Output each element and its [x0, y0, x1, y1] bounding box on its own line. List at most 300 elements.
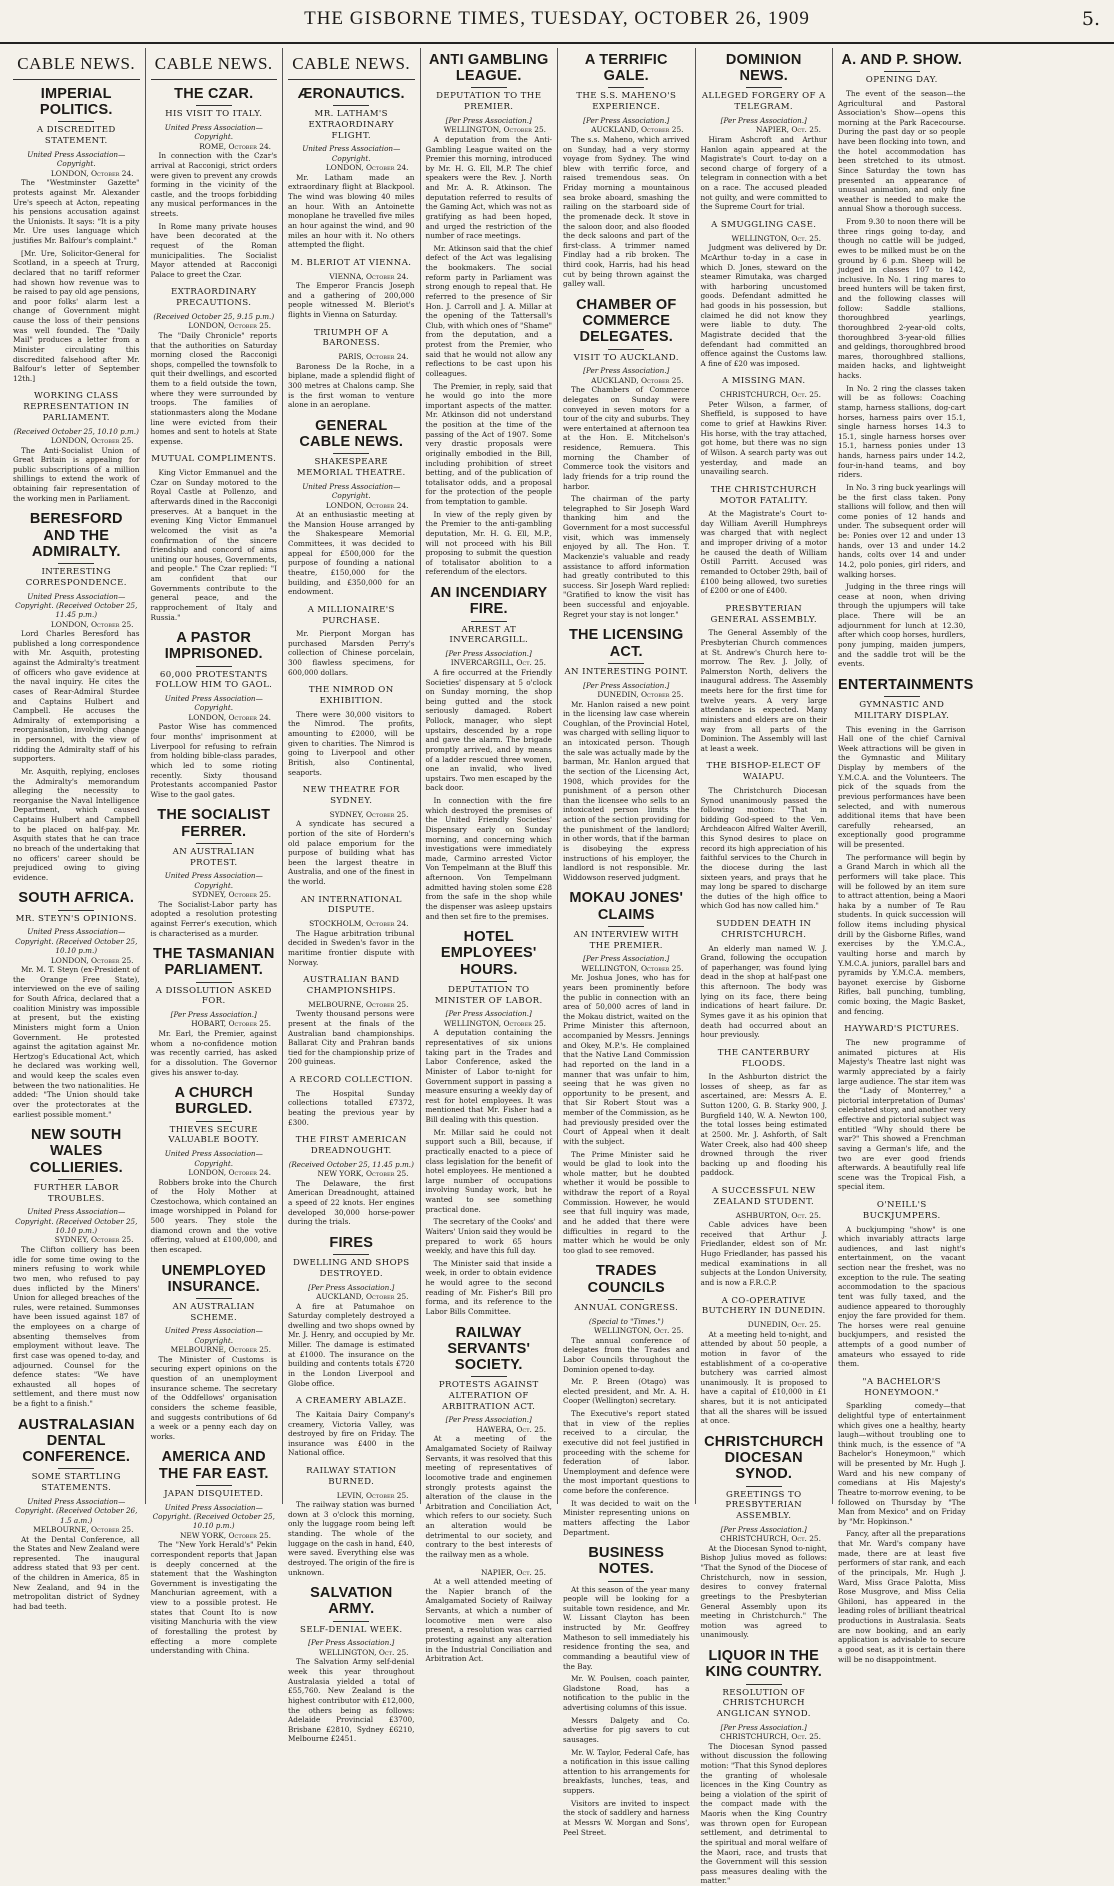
- article-paragraph: In the Ashburton district the losses of sheep, as far as ascertained, are: Messrs A. E. Sutton 1200, G. B. Starky 900, J. Burgfield 140, W. A. Newton 100, the total losses being estimated at 2500. Mr. J. Ashforth, of Salt Water Creek, also had 400 sheep drowned through the river backing up and flooding his paddock.: [700, 1072, 827, 1178]
- article: [288, 1135, 415, 1227]
- subheading: A MISSING MAN.: [721, 376, 806, 387]
- column-header: CABLE NEWS.: [288, 48, 415, 80]
- article: [13, 391, 140, 503]
- article: [701, 1648, 828, 1886]
- article-paragraph: A buckjumping "show" is one which invariably attracts large audiences, and last night's entertainment, on the vacant section near the freshet, was no exception to the rule. The seating accommodation to the spacious tent was fully taxed, and the audience appeared to thoroughly enjoy the fare provided for them. The horses were real genuine buckjumpers, and resisted the attempts of a good number of amateurs who essayed to ride them.: [838, 1224, 966, 1369]
- column-5: [558, 48, 696, 1837]
- article-paragraph: Visitors are invited to inspect the stock of saddlery and harness at Messrs W. Morgan and Sons', Peel Street.: [563, 1798, 690, 1837]
- article-paragraph: Peter Wilson, a farmer, of Sheffield, is supposed to have come to grief at Hawkins River. His horse, with the tray attached, got home, but there was no sign of Wilson. A search party was out yesterday, and made an unavailing search.: [700, 399, 827, 477]
- dateline: LONDON, October 24.: [188, 1167, 271, 1177]
- article: [701, 1296, 828, 1426]
- subheading: THE CHRISTCHURCH MOTOR FATALITY.: [710, 484, 817, 506]
- article: [288, 1466, 415, 1577]
- subheading: RESOLUTION OF CHRISTCHURCH ANGLICAN SYNOD.: [716, 1687, 811, 1719]
- article-paragraph: A fire at Patumahoe on Saturday completely destroyed a dwelling and two shops owned by Mr. J. Henry, and occupied by Mr. Miller. The damage is estimated at £1000. The insurance on the building and contents totals £720 in the London Liverpool and Globe office.: [288, 1301, 415, 1388]
- article: [701, 1048, 828, 1178]
- subheading: ANNUAL CONGRESS.: [574, 1302, 679, 1313]
- article-paragraph: Mr. M. T. Steyn (ex-President of the Orange Free State), interviewed on the eve of sailing for South Africa, declared that a coalition Ministry was impossible at present, but the existing Ministers might form a Union Government. He protested against the agitation against Mr. Hertzog's Educational Act, which he declared was working well, and would keep the scales even between the two nationalities. He added: "The Union should take over the protectorates at the earliest possible moment.": [13, 965, 140, 1119]
- article: [701, 485, 828, 596]
- article: [288, 975, 415, 1067]
- article-paragraph: The Hospital Sunday collections totalled £7372, beating the previous year by £300.: [288, 1088, 415, 1127]
- press-credit: [Per Press Association.]: [720, 1722, 807, 1732]
- dateline: LEVIN, October 25.: [336, 1490, 409, 1500]
- press-credit: United Press Association—Copyright. (Received October 26, 1.5 a.m.): [15, 1496, 138, 1525]
- article-paragraph: Baroness De la Roche, in a biplane, made a splendid flight of 300 metres at Chalons camp. She is the first woman to venture alone in an aeroplane.: [288, 361, 415, 410]
- article: [288, 418, 415, 597]
- press-credit: [Per Press Association.]: [308, 1282, 395, 1292]
- headline: BERESFORD AND THE ADMIRALTY.: [29, 511, 123, 560]
- article-paragraph: Mr. Pierpont Morgan has purchased Marsden Perry's collection of Chinese porcelain, 300 flawless specimens, for 600,000 dollars.: [288, 629, 415, 677]
- dateline: LONDON, October 24.: [325, 500, 409, 510]
- column-4: [421, 48, 559, 1664]
- subheading: INTERESTING CORRESPONDENCE.: [25, 567, 127, 588]
- divider: [884, 71, 920, 72]
- masthead: [0, 0, 1114, 44]
- dateline: INVERCARGILL, Oct. 25.: [450, 658, 546, 668]
- article-paragraph: King Victor Emmanuel and the Czar on Sunday motored to the Royal Castle at Pollenzo, and afterwards dined in the Racconigi preserves. At a banquet in the evening King Victor Emmanuel welcomed the visit as "a confirmation of the sincere friendship and concord of aims uniting our houses, Governments, and people." The Czar replied: "I am confident that our Governments contribute to the general peace, and the rapprochement of Italy and Russia.": [150, 468, 277, 622]
- press-credit: [Per Press Association.]: [583, 954, 670, 964]
- article-paragraph: The Hague arbitration tribunal decided in Sweden's favor in the maritime frontier dispute with Norway.: [288, 928, 415, 967]
- subheading: A CO-OPERATIVE BUTCHERY IN DUNEDIN.: [701, 1295, 826, 1317]
- article-paragraph: Mr. Earl, the Premier, against whom a no-confidence motion was recently carried, has asked for a dissolution. The Governor gives his answer to-day.: [150, 1029, 277, 1077]
- subheading: AN INTERESTING POINT.: [564, 666, 689, 677]
- article-paragraph: The Emperor Francis Joseph and a gathering of 200,000 people witnessed M. Bleriot's flights in Vienna on Saturday.: [288, 281, 415, 320]
- article-paragraph: The "New York Herald's" Pekin correspondent reports that Japan is deeply concerned at the statement that the Washington Government is investigating the Manchurian agreement, with a view to a possible protest. He states that Count Ito is now visiting Manchuria with the view of forestalling the protest by effecting a more complete understanding with China.: [150, 1540, 277, 1656]
- article: [563, 627, 690, 882]
- dateline: WELLINGTON, Oct. 25.: [594, 1326, 684, 1336]
- subheading: DWELLING AND SHOPS DESTROYED.: [292, 1258, 410, 1279]
- subheading: WORKING CLASS REPRESENTATION IN PARLIAMENT.: [23, 391, 130, 423]
- divider: [608, 87, 644, 88]
- subheading: MUTUAL COMPLIMENTS.: [151, 454, 277, 465]
- article: [563, 890, 690, 1255]
- subheading: MR. STEYN'S OPINIONS.: [15, 913, 137, 924]
- column-6: [696, 48, 834, 1886]
- divider: [58, 563, 94, 564]
- dateline: ROME, October 24.: [199, 141, 271, 151]
- dateline: MELBOURNE, October 25.: [170, 1345, 271, 1355]
- article-paragraph: It was decided to wait on the Minister representing unions on matters affecting the Labor Department.: [563, 1498, 690, 1537]
- article-paragraph: Mr. Millar said he could not support such a Bill, because, if practically enacted to a piece of class legislation for the benefit of hotel employees. He mentioned a large number of occupations involving Sunday work, but he wanted to see something practical done.: [425, 1127, 552, 1214]
- dateline: AUCKLAND, October 25.: [316, 1291, 409, 1301]
- divider: [196, 843, 232, 844]
- newspaper-columns: [8, 48, 1108, 1886]
- press-credit: United Press Association—Copyright. (Received October 25, 10.10 p.m.): [15, 1207, 138, 1236]
- subheading: A MILLIONAIRE'S PURCHASE.: [307, 604, 395, 626]
- divider: [196, 666, 232, 667]
- article-paragraph: Twenty thousand persons were present at the finals of the Australian band championships. Ballarat City and Prahran bands tied for the championship prize of 200 guineas.: [288, 1009, 415, 1067]
- article: [288, 785, 415, 886]
- subheading: "A BACHELOR'S HONEYMOON.": [862, 1376, 941, 1398]
- divider: [196, 982, 232, 983]
- headline: A CHURCH BURGLED.: [174, 1085, 253, 1118]
- article-paragraph: At the Diocesan Synod to-night, Bishop Julius moved as follows: "That the Synod of the Diocese of Christchurch, now in session, desires to convey fraternal greetings to the Presbyterian General Assembly upon its meeting in Christchurch." The motion was agreed to unanimously.: [700, 1543, 827, 1640]
- article-paragraph: The Christchurch Diocesan Synod unanimously passed the following motion: "That in bidding God-speed to the Ven. Archdeacon Alfred Walter Averill, this Synod desires to place on record its high appreciation of his faithful services to the Church in the diocese during the last sixteen years, and prays that he may long be spared to discharge the duties of the high office to which God has now called him.": [700, 785, 827, 911]
- article-paragraph: Fancy, after all the preparations that Mr. Ward's company have made, there are at least five performers of star rank, and each of the principals, Mr. Hugh J. Ward, Miss Grace Palotta, Miss Rose Musgrove, and Miss Celia Ghiloni, has appeared in the leading roles of brilliant theatrical productions in Australasia. Seats are now booking, and an early application is advisable to secure a good seat, as it is certain there will be no disappointment.: [838, 1529, 966, 1664]
- dateline: HAWERA, Oct. 25.: [476, 1424, 546, 1434]
- article: [288, 685, 415, 777]
- article-paragraph: The Premier, in reply, said that he would go into the more important aspects of the matter. Mr. Atkinson did not understand the position at the time of the passing of the Act of 1907. Some very drastic proposals were originally embodied in the Bill, including prohibition of street betting, and of the publication of totalisator odds, and a proposal for the protection of the people from temptation to gamble.: [425, 381, 552, 507]
- dateline: WELLINGTON, Oct. 25.: [319, 1647, 409, 1657]
- press-credit: [Per Press Association.]: [583, 680, 670, 690]
- article-paragraph: At a meeting of the Amalgamated Society of Railway Servants, it was resolved that this meeting of representatives of locomotive trade and enginemen strongly protests against the alteration of the clause in the Arbitration and Conciliation Act, which refers to our society. Such an alteration would be detrimental to our society, and contrary to the best interests of the railway men as a whole.: [425, 1434, 552, 1559]
- article-paragraph: Mr. Joshua Jones, who has for years been prominently before the public in connection with an area of 50,000 acres of land in the Mokau district, waited on the Prime Minister this afternoon, accompanied by Messrs. Jennings and Okey, M.P.'s. He complained that the Native Land Commission had reported on the land in a manner that was unfair to him, seeing that he was given no opportunity to be present, and that Sir Robert Stout was a member of the Commission, as he had previously presided over the Court of Appeal when it dealt with the subject.: [563, 973, 690, 1146]
- article-paragraph: A deputation containing the representatives of six unions taking part in the Trades and Labor Conference, asked the Minister of Labor to-night for Government support in passing a measure ensuring a weekly day of rest for hotel employees. It was mentioned that Mr. Fisher had a Bill dealing with this question.: [425, 1028, 552, 1124]
- subheading: O'NEILL'S BUCKJUMPERS.: [862, 1200, 941, 1221]
- dateline: CHRISTCHURCH, Oct. 25.: [720, 1732, 821, 1742]
- article: [151, 287, 278, 446]
- dateline: CHRISTCHURCH, Oct. 25.: [720, 1534, 821, 1544]
- article-paragraph: The Delaware, the first American Dreadnought, attained a speed of 22 knots. Her engines developed 30,000 horse-power during the trials.: [288, 1178, 415, 1227]
- column-7: [833, 48, 974, 1664]
- press-credit: [Per Press Association.]: [720, 115, 807, 125]
- subheading: PRESBYTERIAN GENERAL ASSEMBLY.: [710, 603, 818, 625]
- article: [13, 511, 140, 882]
- subheading: AN INTERNATIONAL DISPUTE.: [300, 894, 402, 916]
- article-paragraph: In No. 3 ring buck yearlings will be the first class taken. Pony stallions will follow, and then will come ponies of 12 hands and under. The subsequent order will be: Ponies over 12 and under 13 hands, over 13 and under 14.2 hands, colts over 14 and under 14.2, polo ponies, girl riders, and walking horses.: [838, 482, 966, 579]
- divider: [746, 87, 782, 88]
- press-credit: [Per Press Association.]: [445, 1415, 532, 1425]
- divider: [471, 621, 507, 622]
- subheading: THE S.S. MAHENO'S EXPERIENCE.: [576, 91, 677, 113]
- press-credit: United Press Association—Copyright. (Received October 25, 11.45 p.m.): [15, 591, 138, 620]
- article: [426, 929, 553, 1316]
- article-paragraph: At the Dental Conference, all the States and New Zealand were represented. The inaugural address stated that 93 per cent. of the children in America, 85 in New Zealand, and 94 in the metropolitan district of Sydney had bad teeth.: [13, 1534, 140, 1611]
- headline: THE TASMANIAN PARLIAMENT.: [152, 946, 275, 979]
- headline: THE SOCIALIST FERRER.: [157, 807, 271, 840]
- dateline: WELLINGTON, Oct. 25.: [731, 233, 821, 243]
- subheading: A RECORD COLLECTION.: [289, 1075, 413, 1086]
- dateline: STOCKHOLM, October 24.: [309, 919, 409, 929]
- press-credit: United Press Association—Copyright.: [164, 122, 263, 142]
- press-credit: United Press Association—Copyright.: [164, 1149, 263, 1168]
- headline: A. AND P. SHOW.: [841, 52, 963, 68]
- article: [701, 376, 828, 476]
- article: [288, 1585, 415, 1744]
- press-credit: United Press Association—Copyright.: [302, 481, 401, 501]
- article: [563, 52, 690, 289]
- article-paragraph: Hiram Ashcroft and Arthur Hanlon again appeared at the Magistrate's Court to-day on a second charge of forgery of a telegram in connection with a bet on a race. The accused pleaded not guilty, and were committed to the Supreme Court for trial.: [700, 134, 827, 212]
- dateline: WELLINGTON, October 25.: [443, 1018, 546, 1028]
- subheading: A SMUGGLING CASE.: [711, 219, 817, 230]
- article-paragraph: The Salvation Army self-denial week this year throughout Australasia yielded a total of £55,760. New Zealand is the highest contributor with £12,000, the others being as follows: Adelaide Provincial £3700, Brisbane £2810, Sydney £6210, Melbourne £2451.: [288, 1657, 415, 1744]
- subheading: NEW THEATRE FOR SYDNEY.: [302, 785, 400, 806]
- article-paragraph: The secretary of the Cooks' and Waiters' Union said they would be prepared to work 65 hours weekly, and have this full day.: [425, 1217, 552, 1256]
- article-paragraph: Cable advices have been received that Arthur J. Friedlander, eldest son of Mr. Hugo Friedlander, has passed his medical examinations in all subjects at the London University, and is now a F.R.C.P.: [700, 1220, 827, 1287]
- article-paragraph: At a meeting held to-night, and attended by about 50 people, a motion in favor of the establishment of a co-operative butchery was carried almost unanimously. It is proposed to have a capital of £10,000 in £1 shares, but it is not anticipated that all the shares will be issued at once.: [700, 1329, 827, 1426]
- divider: [196, 105, 232, 106]
- divider: [333, 1621, 369, 1622]
- article: [701, 1186, 828, 1287]
- article-paragraph: The "Westminster Gazette" protests against Mr. Alexander Ure's speech at Acton, repeating his pensions accusation against the Unionists. It says: "It is a pity Mr. Ure uses language which justifies Mr. Balfour's complaint.": [13, 178, 140, 246]
- press-credit: United Press Association—Copyright. (Received October 25, 10.10 p.m.): [15, 927, 138, 956]
- press-credit: [Per Press Association.]: [445, 115, 532, 125]
- press-credit: (Received October 25, 11.45 p.m.): [288, 1159, 414, 1169]
- divider: [746, 1684, 782, 1685]
- press-credit: United Press Association—Copyright.: [27, 149, 126, 169]
- dateline: LONDON, October 25.: [50, 955, 134, 965]
- article-paragraph: Mr. Atkinson said that the chief defect of the Act was legalising the bookmakers. The social reform party in Parliament was strong enough to repeal that. He referred to the presence of Sir Hon. J. Carroll and J. A. Millar at the opening of the Tattersall's Club, with which ones of "Shame" from the deputation, and a protest from the Premier, who said that he would not allow any reflections to be cast upon his colleagues.: [425, 243, 552, 378]
- subheading: M. BLERIOT AT VIENNA.: [291, 257, 412, 268]
- dateline: NEW YORK, October 25.: [317, 1169, 409, 1179]
- article-paragraph: The Anti-Socialist Union of Great Britain is appealing for public subscriptions of a million shillings to extend the work of obtaining fair representation of the working men in Parliament.: [13, 445, 140, 503]
- article-paragraph: The Socialist-Labor party has adopted a resolution protesting against Ferrer's execution, which is characterised as a murder.: [150, 899, 277, 938]
- dateline: PARIS, October 24.: [338, 352, 409, 362]
- headline: TRADES COUNCILS: [587, 1263, 665, 1296]
- article-paragraph: In connection with the fire which destroyed the premises of the United Friendly Societies' Dispensary early on Sunday morning, and concerning which investigations were immediately made, Carmino arrested Victor Von Tempelmann at the Bluff this afternoon. Von Tempelmann admitted having stolen some £28 from the safe in the shop while the dispenser was asleep upstairs and then set fire to the premises.: [425, 796, 552, 921]
- subheading: A CREAMERY ABLAZE.: [295, 1396, 407, 1407]
- headline: UNEMPLOYED INSURANCE.: [161, 1262, 266, 1295]
- article: [701, 604, 828, 754]
- article: [151, 1449, 278, 1655]
- divider: [884, 696, 920, 697]
- article: [701, 220, 828, 368]
- subheading: FURTHER LABOR TROUBLES.: [33, 1182, 119, 1204]
- headline: BUSINESS NOTES.: [588, 1545, 665, 1578]
- subheading: THE FIRST AMERICAN DREADNOUGHT.: [295, 1135, 407, 1157]
- subheading: PROTESTS AGAINST ALTERATION OF ARBITRATION ACT.: [438, 1380, 539, 1412]
- column-3: [283, 48, 421, 1744]
- article-paragraph: Pastor Wise has commenced four months' imprisonment at Liverpool for refusing to refrain from holding bible-class parades, which led to some rioting recently. Sixty thousand Protestants accompanied Pastor Wise to the gaol gates.: [150, 722, 277, 799]
- article-paragraph: This evening in the Garrison Hall one of the chief Carnival Week attractions will be given in the Gymnastic and Military Display by members of the Y.M.C.A. and the Volunteers. The pick of the squads from the previous performances have been selected, and with numerous additional items that have been carefully rehearsed, an exceptionally good programme will be presented.: [838, 724, 966, 850]
- article: [151, 1085, 278, 1254]
- article: [288, 605, 415, 678]
- subheading: 60,000 PROTESTANTS FOLLOW HIM TO GAOL.: [155, 669, 273, 691]
- dateline: NAPIER, Oct. 25.: [755, 125, 821, 135]
- article-paragraph: Judging in the three rings will cease at noon, when driving through the upjumpers will take place. There will be an adjournment for lunch at 12.30, after which coop horses, hurdlers, pony jumping, maiden jumpers, and the saddle trot will be the events.: [838, 582, 966, 669]
- subheading: JAPAN DISQUIETED.: [164, 1488, 264, 1499]
- article: [563, 1545, 690, 1837]
- divider: [471, 87, 507, 88]
- headline: ANTI GAMBLING LEAGUE.: [429, 52, 549, 85]
- article: [288, 1396, 415, 1458]
- headline: A TERRIFIC GALE.: [584, 52, 668, 85]
- article-paragraph: The Chambers of Commerce delegates on Sunday were conveyed in seven motors for a tour of the city and suburbs. They were entertained at afternoon tea at the Hon. E. Mitchelson's residence, Remuera. This morning the Chamber of Commerce took the visitors and lady friends for a trip round the harbor.: [563, 385, 690, 491]
- article: [701, 1434, 828, 1640]
- article: [838, 52, 966, 669]
- article-paragraph: The new programme of animated pictures at His Majesty's Theatre last night was warmly appreciated by a fairly large audience. The star item was the "Lady of Monterrey," a pictorial interpretation of Dumas' celebrated story, and another very effective and pictorial subject was entitled "Why should there be war?" This showed a Frenchman saving a German's life, and the two are ever good friends afterwards. A beautifully real life scene was the Tropical Fish, a special item.: [838, 1038, 966, 1192]
- article: [838, 676, 974, 1016]
- headline: LIQUOR IN THE KING COUNTRY.: [705, 1648, 822, 1681]
- dateline: AUCKLAND, October 25.: [591, 125, 684, 135]
- subheading: HAYWARD'S PICTURES.: [844, 1024, 960, 1035]
- article: [288, 86, 415, 250]
- headline: THE LICENSING ACT.: [568, 627, 684, 660]
- dateline: DUNEDIN, Oct. 25.: [747, 1320, 821, 1330]
- article-paragraph: In connection with the Czar's arrival at Racconigi, strict orders were given to prevent any crowds forming in the vicinity of the castle, and the troops forbidding any musical performances in the streets.: [150, 151, 277, 219]
- dateline: SYDNEY, October 25.: [329, 809, 409, 819]
- headline: ENTERTAINMENTS: [838, 676, 974, 693]
- headline: A PASTOR IMPRISONED.: [164, 630, 263, 663]
- subheading: THE CANTERBURY FLOODS.: [717, 1047, 810, 1069]
- subheading: HIS VISIT TO ITALY.: [165, 109, 263, 120]
- article: [151, 1263, 278, 1442]
- article-paragraph: Mr. Hanlon raised a new point in the licensing law case wherein Coughlan, of the Provincial Hotel, was charged with selling liquor to an intoxicated person. Though the sale was actually made by the barman, Mr. Hanlon argued that the section of the Licensing Act, 1908, which provides for the punishment of a person other than the licensee who sells to an intoxicated person limits the action of the section providing for the punishment of the landlord; in other words, that if the barman is disobeying the express instructions of his employer, the landlord is not responsible. Mr. Widdowson reserved judgment.: [563, 699, 690, 882]
- article-paragraph: The "Daily Chronicle" reports that the authorities on Saturday morning closed the Racconigi shops, compelled the townsfolk to quit their dwellings, and escorted them to a field outside the town, where they were surrounded by troops. The families of stationmasters along the Modane line were evicted from their homes and sent to hotels at State expense.: [150, 330, 277, 446]
- headline: AMERICA AND THE FAR EAST.: [158, 1449, 269, 1482]
- page-number: 5.: [1081, 8, 1100, 30]
- press-credit: [Per Press Association.]: [308, 1638, 395, 1648]
- article-paragraph: A syndicate has secured a portion of the site of Hordern's old palace emporium for the purpose of building what has been the largest theatre in Australia, and one of the finest in the world.: [288, 819, 415, 887]
- article: [288, 1235, 415, 1388]
- article-paragraph: The Minister of Customs is securing expert opinions on the question of an unemployment insurance scheme. The secretary of the Oddfellows' organisation considers the scheme feasible, and suggests contributions of 6d a week or a penny each day on works.: [150, 1354, 277, 1441]
- dateline: ASHBURTON, Oct. 25.: [735, 1210, 821, 1220]
- article-paragraph: Mr. W. Poulsen, coach painter, Gladstone Road, has a notification to the public in the advertising columns of this issue.: [563, 1674, 690, 1713]
- divider: [58, 1468, 94, 1469]
- article: [426, 52, 553, 577]
- article: [426, 1568, 553, 1664]
- article-paragraph: At a well attended meeting of the Napier branch of the Amalgamated Society of Railway Servants, at which a number of locomotive men were also present, a resolution was carried protesting against any alteration in the Industrial Conciliation and Arbitration Act.: [425, 1577, 552, 1664]
- divider: [196, 1485, 232, 1486]
- article: [563, 297, 690, 619]
- headline: IMPERIAL POLITICS.: [39, 86, 113, 119]
- subheading: A DISSOLUTION ASKED FOR.: [155, 985, 272, 1007]
- article: [426, 585, 553, 921]
- subheading: GREETINGS TO PRESBYTERIAN ASSEMBLY.: [725, 1489, 803, 1522]
- article-paragraph: In view of the reply given by the Premier to the anti-gambling deputation, Mr. H. G. Ell, M.P., will not proceed with his Bill proposing to submit the question of totalisator abolition to a referendum of the electors.: [425, 509, 552, 577]
- headline: AN INCENDIARY FIRE.: [430, 585, 548, 618]
- subheading: SUDDEN DEATH IN CHRISTCHURCH.: [716, 919, 812, 940]
- dateline: CHRISTCHURCH, Oct. 25.: [720, 390, 821, 400]
- article: [151, 454, 278, 622]
- article-paragraph: Sparkling comedy—that delightful type of entertainment which gives one a healthy, hearty laugh—without troubling one to think much, is the essence of "A Bachelor's Honeymoon," which will be presented by Mr. Hugh J. Ward and his new company of comedians at His Majesty's Theatre to-morrow evening, to be followed on Thursday by "The Man from Mexico" and on Friday by "Mr. Hopkinson.": [838, 1401, 966, 1526]
- article: [701, 761, 828, 911]
- article: [701, 52, 828, 212]
- dateline: MELBOURNE, October 25.: [33, 1524, 134, 1534]
- dateline: LONDON, October 24.: [188, 712, 271, 722]
- dateline: DUNEDIN, October 25.: [597, 689, 684, 699]
- article-paragraph: From 9.30 to noon there will be three rings going to-day, and though no cattle will be judged, ewes to be milked must be on the ground by 6 p.m. Sheep will be judged in classes 107 to 142, inclusive. In No. 1 ring mares to breed hunters will be taken first, and the following classes will follow: Saddle stallions, thoroughbred yearlings, thoroughbred 2-year-old colts, thoroughbred 3-year-old fillies and geldings, thoroughbred brood mares, thoroughbred stallions, maiden hacks, and lightweight hacks.: [838, 217, 966, 381]
- dateline: VIENNA, October 24.: [329, 271, 409, 281]
- article: [701, 919, 828, 1040]
- masthead-title: THE GISBORNE TIMES, TUESDAY, OCTOBER 26, 1909: [304, 8, 810, 29]
- subheading: A SUCCESSFUL NEW ZEALAND STUDENT.: [711, 1186, 816, 1207]
- article: [838, 1024, 966, 1192]
- article-paragraph: The event of the season—the Agricultural and Pastoral Association's Show—opens this morning at the Park Racecourse. During the past day or so people have been flocking into town, and the hotel accommodation has been stretched to its utmost. Since Saturday the town has presented an appearance of unusual animation, and only fine weather is needed to make the annual Show a thorough success.: [838, 88, 966, 214]
- article: [838, 1377, 966, 1664]
- subheading: OPENING DAY.: [865, 75, 938, 86]
- column-header: CABLE NEWS.: [13, 48, 140, 80]
- subheading: SHAKESPEARE MEMORIAL THEATRE.: [296, 457, 406, 479]
- subheading: ARREST AT INVERCARGILL.: [449, 624, 529, 646]
- article: [151, 630, 278, 799]
- dateline: LONDON, October 25.: [50, 435, 134, 445]
- article-paragraph: The chairman of the party telegraphed to Sir Joseph Ward thanking him and the Government for a most successful visit, which was immensely enjoyed by all. The Hon. T. Mackenzie's valuable and ready assistance to afford information had greatly contributed to this success. Sir Joseph Ward replied: "Gratified to know the visit has been successful and enjoyable. Regret your stay is not longer.": [563, 494, 690, 619]
- divider: [608, 1581, 644, 1582]
- divider: [608, 349, 644, 350]
- article-paragraph: Mr. Asquith, replying, encloses the Admiralty's memorandum alleging the necessity to reorganise the Naval Intelligence Department, which caused Captains Hulbert and Campbell to be placed on half-pay. Mr. Asquith states that he can trace no breach of the undertaking that no officers' career should be prejudiced owing to giving evidence.: [13, 766, 140, 882]
- article-paragraph: At an enthusiastic meeting at the Mansion House arranged by the Shakespeare Memorial Committees, it was decided to appeal for £500,000 for the purpose of founding a national theatre, £150,000 for the building, and £350,000 for an endowment.: [288, 510, 415, 597]
- subheading: THIEVES SECURE VALUABLE BOOTY.: [168, 1124, 260, 1146]
- headline: RAILWAY SERVANTS' SOCIETY.: [447, 1324, 531, 1373]
- article: [288, 258, 415, 320]
- article-paragraph: A fire occurred at the Friendly Societies' dispensary at 5 o'clock on Sunday morning, the shop being gutted and the stock seriously damaged. Robert Pollock, manager, who slept upstairs, descended by a rope and gave the alarm. The brigade promptly arrived, and by means of a ladder rescued three women, one an invalid, who lived upstairs. Two men escaped by the back door.: [425, 667, 552, 793]
- subheading: AN AUSTRALIAN SCHEME.: [172, 1301, 255, 1323]
- headline: GENERAL CABLE NEWS.: [299, 417, 404, 451]
- article-paragraph: The performance will begin by a Grand March in which all the performers will take place. This will be followed by an item sure to attract attention, being a Maori haka by a number of Te Rau students. In quick succession will follow items including physical drill by the Gisborne Rifles, wand exercises by the Y.M.C.A., vaulting horse and march by Y.M.C.A. juniors, parallel bars and pyramids by Y.M.C.A. members, bayonet exercise by Gisborne Rifles, ball punching, tumbling, comic boxing, the Magic Basket, and fencing.: [838, 852, 966, 1016]
- divider: [333, 1254, 369, 1255]
- article: [288, 328, 415, 410]
- subheading: GYMNASTIC AND MILITARY DISPLAY.: [854, 700, 950, 721]
- article-paragraph: Messrs Dalgety and Co. advertise for pig savers to cut sausages.: [563, 1715, 690, 1744]
- subheading: ALLEGED FORGERY OF A TELEGRAM.: [701, 91, 826, 113]
- column-header: CABLE NEWS.: [151, 48, 278, 80]
- press-credit: [Per Press Association.]: [583, 366, 670, 376]
- press-credit: United Press Association—Copyright. (Received October 25, 10.10 p.m.): [152, 1502, 275, 1531]
- column-2: [146, 48, 284, 1656]
- article: [288, 895, 415, 968]
- headline: THE CZAR.: [174, 86, 254, 102]
- press-credit: [Per Press Association.]: [583, 115, 670, 125]
- press-credit: United Press Association—Copyright.: [164, 1326, 263, 1345]
- press-credit: [Per Press Association.]: [720, 1524, 807, 1534]
- subheading: AN AUSTRALIAN PROTEST.: [172, 846, 255, 868]
- dateline: HOBART, October 25.: [191, 1019, 271, 1029]
- divider: [608, 1299, 644, 1300]
- headline: CHRISTCHURCH DIOCESAN SYNOD.: [704, 1433, 824, 1483]
- divider: [196, 1298, 232, 1299]
- subheading: THE BISHOP-ELECT OF WAIAPU.: [706, 761, 821, 783]
- article-paragraph: The Minister said that inside a week, in order to obtain evidence he would agree to the second reading of Mr. Fisher's Bill pro forma, and its reference to the Labor Bills Committee.: [425, 1258, 552, 1316]
- article-paragraph: Judgment was delivered by Dr. McArthur to-day in a case in which D. Jones, steward on the steamer Rimutaka, was charged with harboring uncustomed goods. Defendant admitted he had goods in his possession, but claimed he did not know they were liable to duty. The Magistrate decided that the defendant had committed an offence against the Customs law. A fine of £20 was imposed.: [700, 243, 827, 368]
- subheading: MR. LATHAM'S EXTRAORDINARY FLIGHT.: [308, 109, 394, 141]
- divider: [196, 1121, 232, 1122]
- divider: [333, 105, 369, 106]
- article-paragraph: The s.s. Maheno, which arrived on Sunday, had a very stormy voyage from Sydney. The wind blew with terrific force, and raised tremendous seas. On Friday morning a mountainous sea broke aboard, smashing the railing on the starboard side of the promenade deck. It stove in the saloon door, and also flooded the deck saloons and part of the first-class. A trimmer named Findlay had a rib broken. The third cook, Harris, had his head cut by being thrown against the galley wall.: [563, 134, 690, 289]
- article: [151, 86, 278, 279]
- headline: HOTEL EMPLOYEES' HOURS.: [440, 929, 537, 978]
- article-paragraph: The Kaitaia Dairy Company's creamery, Victoria Valley, was destroyed by fire on Friday. The insurance was £400 in the National office.: [288, 1409, 415, 1458]
- article: [563, 1263, 690, 1537]
- article-paragraph: [Mr. Ure, Solicitor-General for Scotland, in a speech at Trurg, declared that no tariff reformer had shown how revenue was to be raised to pay old age pensions, and poor folks' alarm lest a change of Government might cause the loss of their pensions was well founded. The "Daily Mail" produces a letter from a Minister circulating this discredited falsehood after Mr. Balfour's letter of September 12th.]: [13, 248, 140, 383]
- subheading: DEPUTATION TO MINISTER OF LABOR.: [434, 984, 543, 1006]
- headline: MOKAU JONES' CLAIMS: [569, 890, 684, 923]
- headline: SALVATION ARMY.: [310, 1585, 393, 1618]
- divider: [608, 926, 644, 927]
- article-paragraph: Mr. W. Taylor, Federal Cafe, has a notification in this issue calling attention to his arrangements for breakfasts, lunches, teas, and suppers.: [563, 1747, 690, 1796]
- subheading: DEPUTATION TO THE PREMIER.: [436, 91, 542, 113]
- subheading: A DISCREDITED STATEMENT.: [36, 125, 116, 147]
- subheading: RAILWAY STATION BURNED.: [306, 1466, 397, 1487]
- article-paragraph: Robbers broke into the Church of the Holy Mother at Czestochowa, which contained an image worshipped in Poland for 500 years. They stole the diamond crown and the votive offering, valued at £100,000, and then escaped.: [150, 1177, 277, 1254]
- dateline: WELLINGTON, October 25.: [443, 125, 546, 135]
- article-paragraph: A deputation from the Anti-Gambling League waited on the Premier this morning, introduced by Mr. H. G. Ell, M.P. The chief speakers were the Rev. J. North and Mr. A. R. Atkinson. The deputation referred to results of the Gaming Act, which was not as gratifying as had been hoped, and urged the restriction of the number of race meetings.: [425, 134, 552, 241]
- subheading: THE NIMROD ON EXHIBITION.: [308, 685, 394, 707]
- article-paragraph: The annual conference of delegates from the Trades and Labor Councils throughout the Dominion opened to-day.: [563, 1335, 690, 1374]
- article: [426, 1325, 553, 1560]
- subheading: SOME STARTLING STATEMENTS.: [31, 1472, 121, 1494]
- dateline: SYDNEY, October 25.: [192, 890, 271, 900]
- divider: [58, 121, 94, 122]
- dateline: SYDNEY, October 25.: [54, 1235, 134, 1245]
- subheading: TRIUMPH OF A BARONESS.: [314, 327, 389, 349]
- press-credit: United Press Association—Copyright.: [302, 144, 401, 163]
- article-paragraph: Lord Charles Beresford has published a long correspondence with Mr. Asquith, protesting against the Admiralty's treatment of officers who gave evidence at the naval inquiry. He cites the cases of Rear-Admiral Sturdee and Captains Hulbert and Campbell. He accuses the Admiralty of extemporising a reorganisation, involving change in personnel, with the view of ridding the Admiralty staff of his supporters.: [13, 629, 140, 764]
- article-paragraph: An elderly man named W. J. Grand, following the occupation of paperhanger, was found lying dead in the shop at half-past one this afternoon. The body was lying on its face, there being indications of heart failure. Dr. Symes gave it as his opinion that death had occurred about an hour previously.: [700, 943, 827, 1040]
- dateline: LONDON, October 25.: [188, 321, 271, 331]
- press-credit: (Received October 25, 10.10 p.m.): [13, 426, 139, 436]
- article-paragraph: The General Assembly of the Presbyterian Church commences at St. Andrew's Church here to-morrow. The Rev. J. Jolly, of Palmerston North, delivers the inaugural address. The Assembly meets here for the first time for twelve years. A very large attendance is expected. Many ministers and elders are on their way from all parts of the Dominion. The Assembly will last at least a week.: [700, 628, 827, 753]
- article-paragraph: The railway station was burned down at 3 o'clock this morning, only the luggage room being left standing. The whole of the luggage on the cash in hand, £40, were saved. Everything else was destroyed. The origin of the fire is unknown.: [288, 1500, 415, 1577]
- divider: [471, 1376, 507, 1377]
- article-paragraph: There were 30,000 visitors to the Nimrod. The profits, amounting to £2000, will be given to charities. The Nimrod is going to Liverpool and other British, also Continental, seaports.: [288, 709, 415, 777]
- divider: [58, 1179, 94, 1180]
- article-paragraph: Mr. P. Breen (Otago) was elected president, and Mr. A. H. Cooper (Wellington) secretary.: [563, 1377, 690, 1406]
- subheading: VISIT TO AUCKLAND.: [573, 352, 679, 363]
- press-credit: [Per Press Association.]: [445, 1009, 532, 1019]
- press-credit: United Press Association—Copyright.: [164, 694, 263, 713]
- headline: AUSTRALASIAN DENTAL CONFERENCE.: [17, 1416, 135, 1466]
